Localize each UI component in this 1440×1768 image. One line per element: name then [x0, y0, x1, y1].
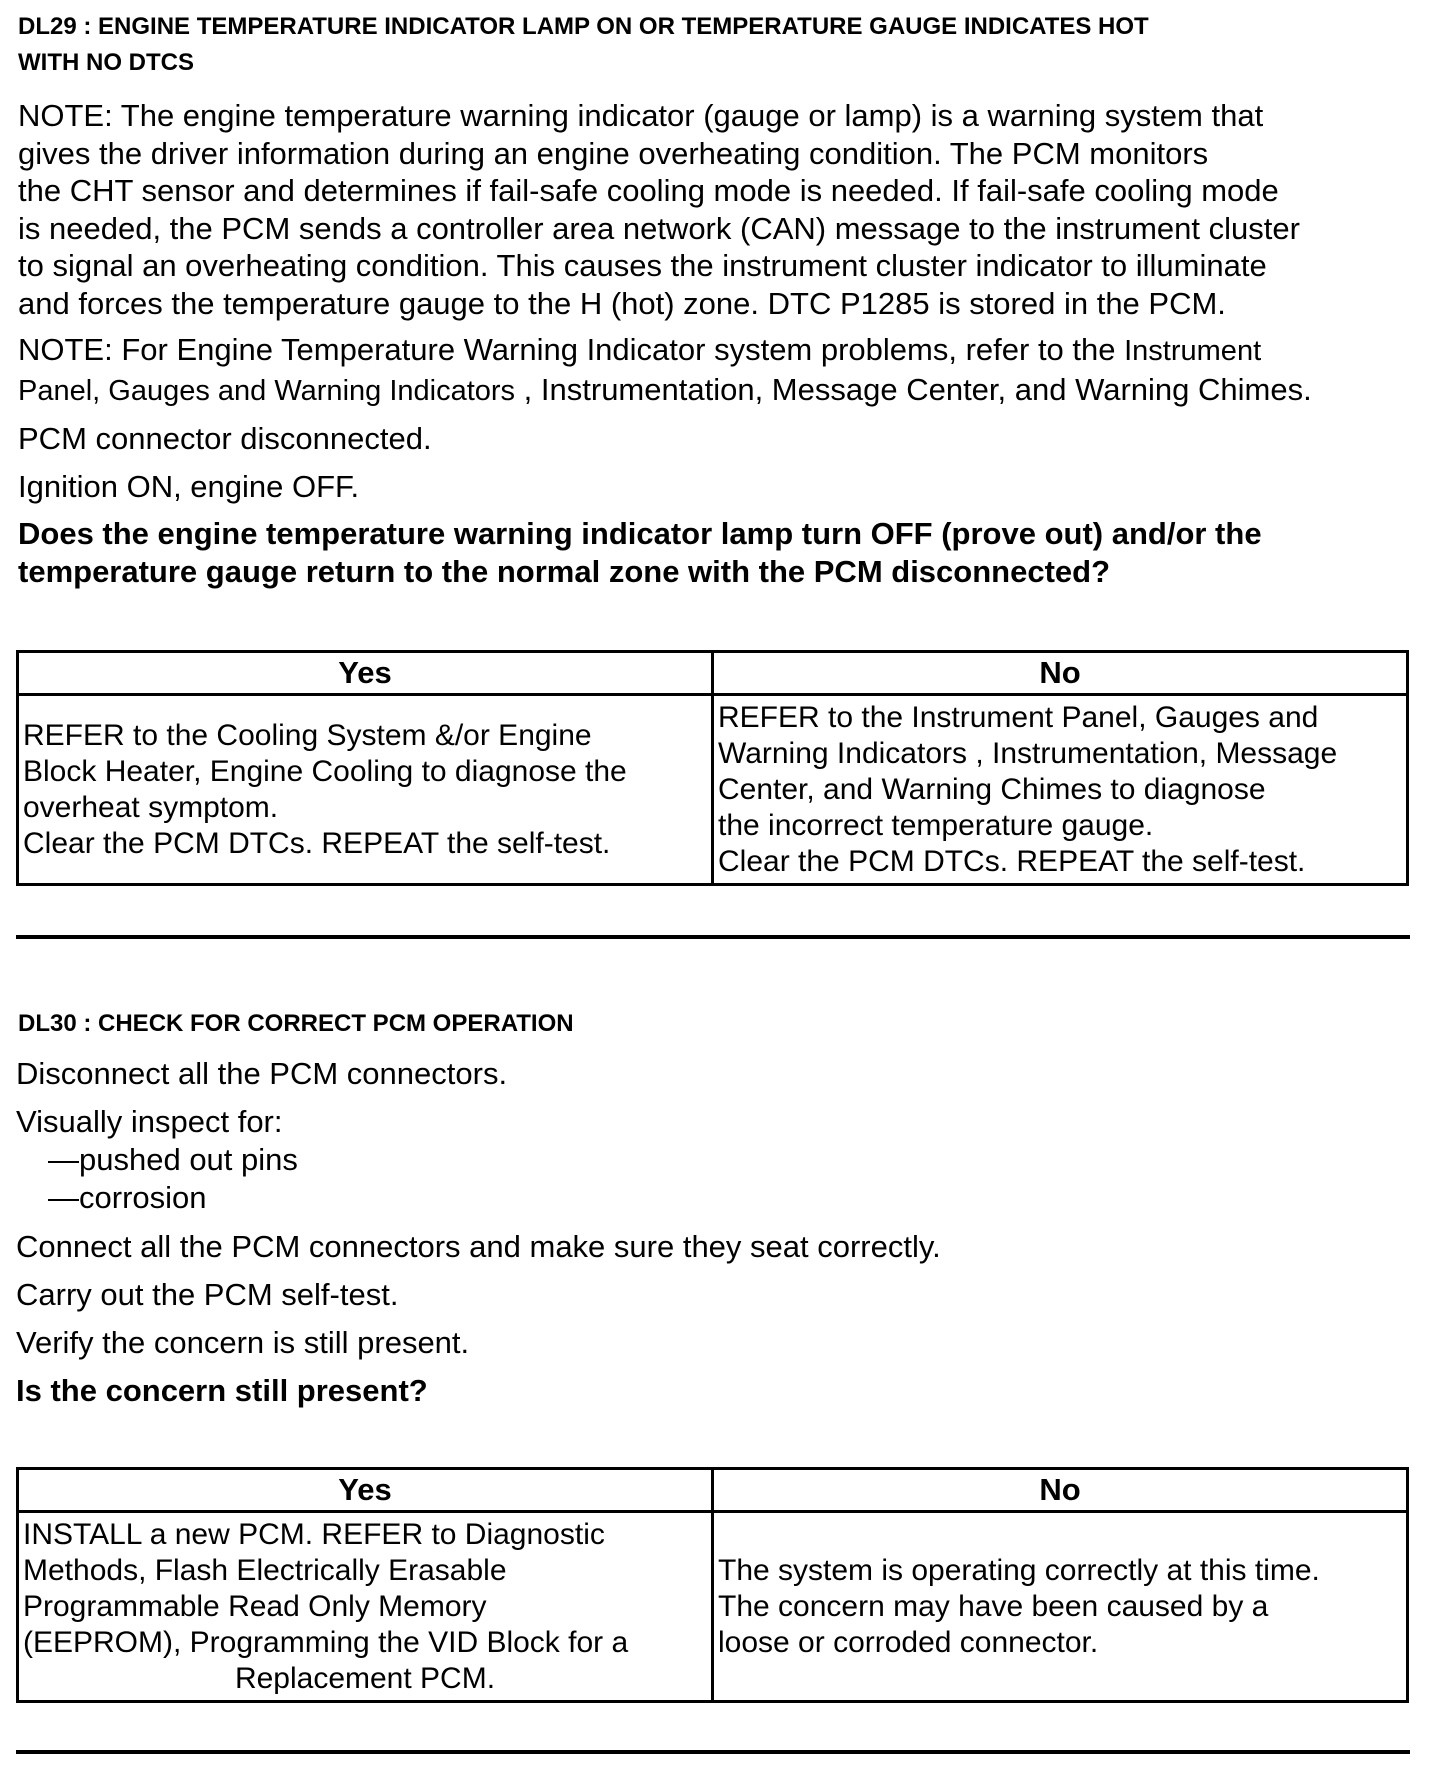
dl29-heading-line-2: WITH NO DTCS — [18, 49, 194, 76]
dl29-yes-line: Clear the PCM DTCs. REPEAT the self-test. — [23, 826, 611, 860]
dl30-step-4: Carry out the PCM self-test. — [16, 1277, 399, 1312]
bottom-divider — [16, 1750, 1410, 1754]
dl29-yes-no-table — [16, 650, 1409, 886]
note-1-line-6: and forces the temperature gauge to the H (hot) zone. DTC P1285 is stored in the PCM. — [18, 285, 1226, 321]
note-1-line-2: gives the driver information during an engine overheating condition. The PCM monitors — [18, 135, 1209, 171]
dl30-question: Is the concern still present? — [16, 1373, 428, 1408]
note-2-text: NOTE: For Engine Temperature Warning Indicator system problems, refer to the — [18, 332, 1125, 367]
dl30-yes-cell — [18, 1512, 713, 1702]
note-2-line-1 — [18, 331, 1423, 371]
dl30-no-header: No — [713, 1469, 1408, 1512]
dl29-no-line: the incorrect temperature gauge. — [718, 808, 1154, 842]
dl30-step-1: Disconnect all the PCM connectors. — [16, 1056, 508, 1091]
dl29-yes-cell — [18, 695, 713, 885]
dl30-yes-line: Programmable Read Only Memory — [23, 1589, 487, 1623]
dl29-no-cell — [713, 695, 1408, 885]
gauges-reference: Panel, Gauges and Warning Indicators — [18, 374, 516, 407]
dl29-question — [18, 515, 1262, 590]
note-2-line-2 — [18, 371, 1423, 411]
dl29-yes-header: Yes — [18, 652, 713, 695]
dl30-yes-line: Methods, Flash Electrically Erasable — [23, 1553, 507, 1587]
dl30-no-line: The concern may have been caused by a — [718, 1589, 1269, 1623]
dl30-yes-line: INSTALL a new PCM. REFER to Diagnostic — [23, 1517, 605, 1551]
dl30-bullet-1: —pushed out pins — [48, 1142, 298, 1177]
dl30-step-5: Verify the concern is still present. — [16, 1325, 470, 1360]
dl29-heading-line-1: DL29 : ENGINE TEMPERATURE INDICATOR LAMP ON OR TEMPERATURE GAUGE INDICATES HOT — [18, 13, 1149, 40]
dl29-no-header: No — [713, 652, 1408, 695]
dl29-no-line: Clear the PCM DTCs. REPEAT the self-test. — [718, 844, 1306, 878]
dl29-note-1 — [18, 97, 1423, 322]
dl29-question-line-2: temperature gauge return to the normal zone with the PCM disconnected? — [18, 553, 1111, 589]
dl30-heading: DL30 : CHECK FOR CORRECT PCM OPERATION — [18, 1010, 574, 1037]
note-1-line-1: NOTE: The engine temperature warning indicator (gauge or lamp) is a warning system that — [18, 98, 1264, 133]
dl30-yes-no-table — [16, 1467, 1409, 1703]
dl30-step-2: Visually inspect for: — [16, 1104, 283, 1139]
dl30-bullet-2: —corrosion — [48, 1180, 207, 1215]
dl29-heading — [18, 9, 1149, 81]
dl30-no-cell — [713, 1512, 1408, 1702]
note-1-line-4: is needed, the PCM sends a controller area network (CAN) message to the instrument cluster — [18, 210, 1300, 246]
dl30-step-3: Connect all the PCM connectors and make sure they seat correctly. — [16, 1229, 941, 1264]
dl30-no-line: The system is operating correctly at this time. — [718, 1553, 1320, 1587]
section-divider — [16, 935, 1410, 939]
dl29-no-line: Center, and Warning Chimes to diagnose — [718, 772, 1266, 806]
dl30-yes-line: (EEPROM), Programming the VID Block for a — [23, 1625, 629, 1659]
dl29-step-1: PCM connector disconnected. — [18, 421, 432, 456]
dl29-note-2 — [18, 331, 1423, 410]
dl30-yes-line: Replacement PCM. — [234, 1661, 496, 1695]
note-1-line-3: the CHT sensor and determines if fail-safe cooling mode is needed. If fail-safe cooling mode — [18, 173, 1279, 208]
dl29-yes-line: Block Heater, Engine Cooling to diagnose the — [23, 754, 627, 788]
note-1-line-5: to signal an overheating condition. This causes the instrument cluster indicator to illuminate — [18, 248, 1267, 283]
dl29-question-line-1: Does the engine temperature warning indicator lamp turn OFF (prove out) and/or the — [18, 516, 1262, 551]
dl29-yes-line: REFER to the Cooling System &/or Engine — [23, 718, 592, 752]
note-2-text-end: , Instrumentation, Message Center, and Warning Chimes. — [515, 371, 1312, 407]
dl30-no-line: loose or corroded connector. — [718, 1625, 1099, 1659]
dl30-yes-header: Yes — [18, 1469, 713, 1512]
dl29-no-line: Warning Indicators , Instrumentation, Message — [718, 736, 1338, 770]
instrument-panel-reference: Instrument — [1124, 335, 1262, 367]
dl29-yes-line: overheat symptom. — [23, 790, 279, 824]
dl29-step-2: Ignition ON, engine OFF. — [18, 469, 360, 504]
dl29-no-line: REFER to the Instrument Panel, Gauges and — [718, 700, 1319, 734]
